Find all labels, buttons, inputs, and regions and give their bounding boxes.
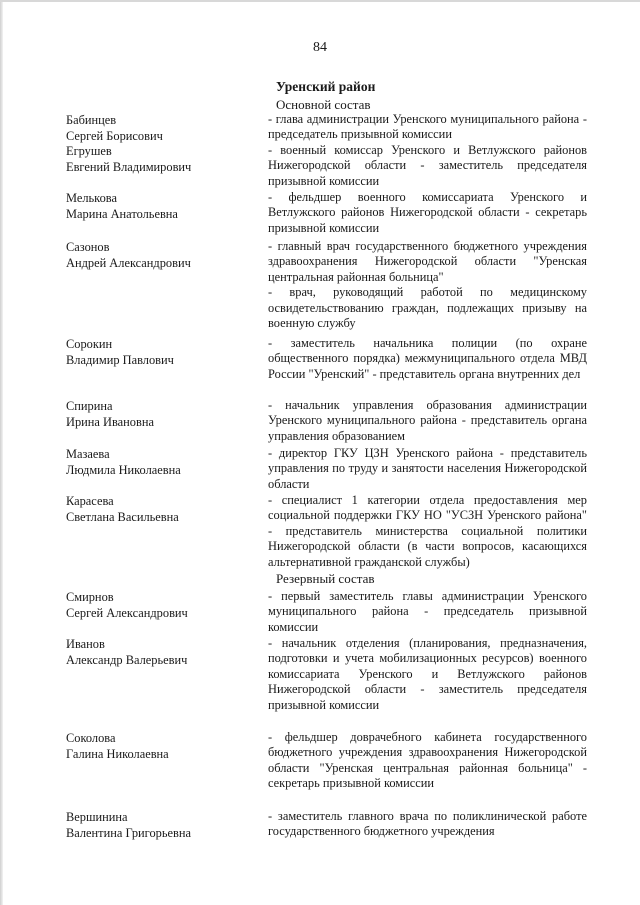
member-given-name: Владимир Павлович [66,353,174,367]
member-surname: Сорокин [66,337,113,351]
page-number: 84 [313,40,327,55]
member-given-name: Людмила Николаевна [66,463,181,477]
member-name [66,493,261,525]
reserve-section-title: Резервный состав [276,571,375,586]
member-role [268,239,587,331]
member-name [66,730,261,762]
member-given-name: Сергей Борисович [66,129,163,143]
member-surname: Спирина [66,399,113,413]
member-name [66,336,261,368]
member-role [268,589,587,635]
member-given-name: Ирина Ивановна [66,415,154,429]
member-role [268,446,587,492]
scan-edge-left [0,0,3,905]
district-title: Уренский район [276,79,376,94]
member-surname: Сазонов [66,240,110,254]
member-role-text: - военный комиссар Уренского и Ветлужского районов Нижегородской области - заместитель председателя призывной комиссии [268,143,587,188]
scan-edge-top [0,0,640,2]
member-surname: Мазаева [66,447,110,461]
member-role [268,398,587,444]
member-role [268,143,587,189]
member-name [66,446,261,478]
member-role-text: - врач, руководящий работой по медицинскому освидетельствованию граждан, подлежащих призыву на военную службу [268,285,587,331]
member-role [268,190,587,236]
member-given-name: Александр Валерьевич [66,653,188,667]
member-role [268,493,587,570]
member-surname: Егрушев [66,144,112,158]
member-given-name: Галина Николаевна [66,747,169,761]
member-name [66,112,261,144]
member-given-name: Марина Анатольевна [66,207,178,221]
member-surname: Бабинцев [66,113,117,127]
member-role [268,730,587,792]
member-surname: Иванов [66,637,105,651]
member-role [268,636,587,713]
member-role-text: - специалист 1 категории отдела предоставления мер социальной поддержки ГКУ НО "УСЗН Уренского района" - представитель министерства социальной политики Нижегородской области (в части вопросов, касающихся альтернативной гражданской службы) [268,493,587,569]
member-given-name: Евгений Владимирович [66,160,192,174]
member-role-text: - начальник управления образования администрации Уренского муниципального района - представитель органа управления образованием [268,398,587,443]
member-role-text: - главный врач государственного бюджетного учреждения здравоохранения Нижегородской области "Уренская центральная районная больница" [268,239,587,284]
member-given-name: Андрей Александрович [66,256,191,270]
member-surname: Смирнов [66,590,114,604]
member-surname: Соколова [66,731,116,745]
member-name [66,398,261,430]
member-name [66,190,261,222]
member-role-text: - фельдшер военного комиссариата Уренского и Ветлужского районов Нижегородской области - секретарь призывной комиссии [268,190,587,235]
main-section-title: Основной состав [276,97,371,112]
member-role-text: - начальник отделения (планирования, предназначения, подготовки и учета мобилизационных ресурсов) военного комиссариата Уренского и Ветлужского районов Нижегородской области - заместитель председателя призывной комиссии [268,636,587,712]
member-role [268,809,587,840]
member-name [66,809,261,841]
member-role-text: - первый заместитель главы администрации Уренского муниципального района - председатель призывной комиссии [268,589,587,634]
member-role-text: - директор ГКУ ЦЗН Уренского района - представитель управления по труду и занятости населения Нижегородской области [268,446,587,491]
member-surname: Мелькова [66,191,117,205]
member-role-text: - заместитель главного врача по поликлинической работе государственного бюджетного учреждения [268,809,587,839]
member-role-text: - фельдшер доврачебного кабинета государственного бюджетного учреждения здравоохранения Нижегородской области "Уренская центральная районная больница" - секретарь призывной комиссии [268,730,587,791]
member-name [66,636,261,668]
member-name [66,143,261,175]
member-given-name: Сергей Александрович [66,606,188,620]
member-role-text: - глава администрации Уренского муниципального района - председатель призывной комиссии [268,112,587,142]
member-role [268,336,587,382]
member-given-name: Светлана Васильевна [66,510,179,524]
member-name [66,239,261,271]
member-name [66,589,261,621]
member-role [268,112,587,143]
member-given-name: Валентина Григорьевна [66,826,191,840]
member-role-text: - заместитель начальника полиции (по охране общественного порядка) межмуниципального отдела МВД России "Уренский" - представитель органа внутренних дел [268,336,587,381]
member-surname: Карасева [66,494,114,508]
member-surname: Вершинина [66,810,128,824]
